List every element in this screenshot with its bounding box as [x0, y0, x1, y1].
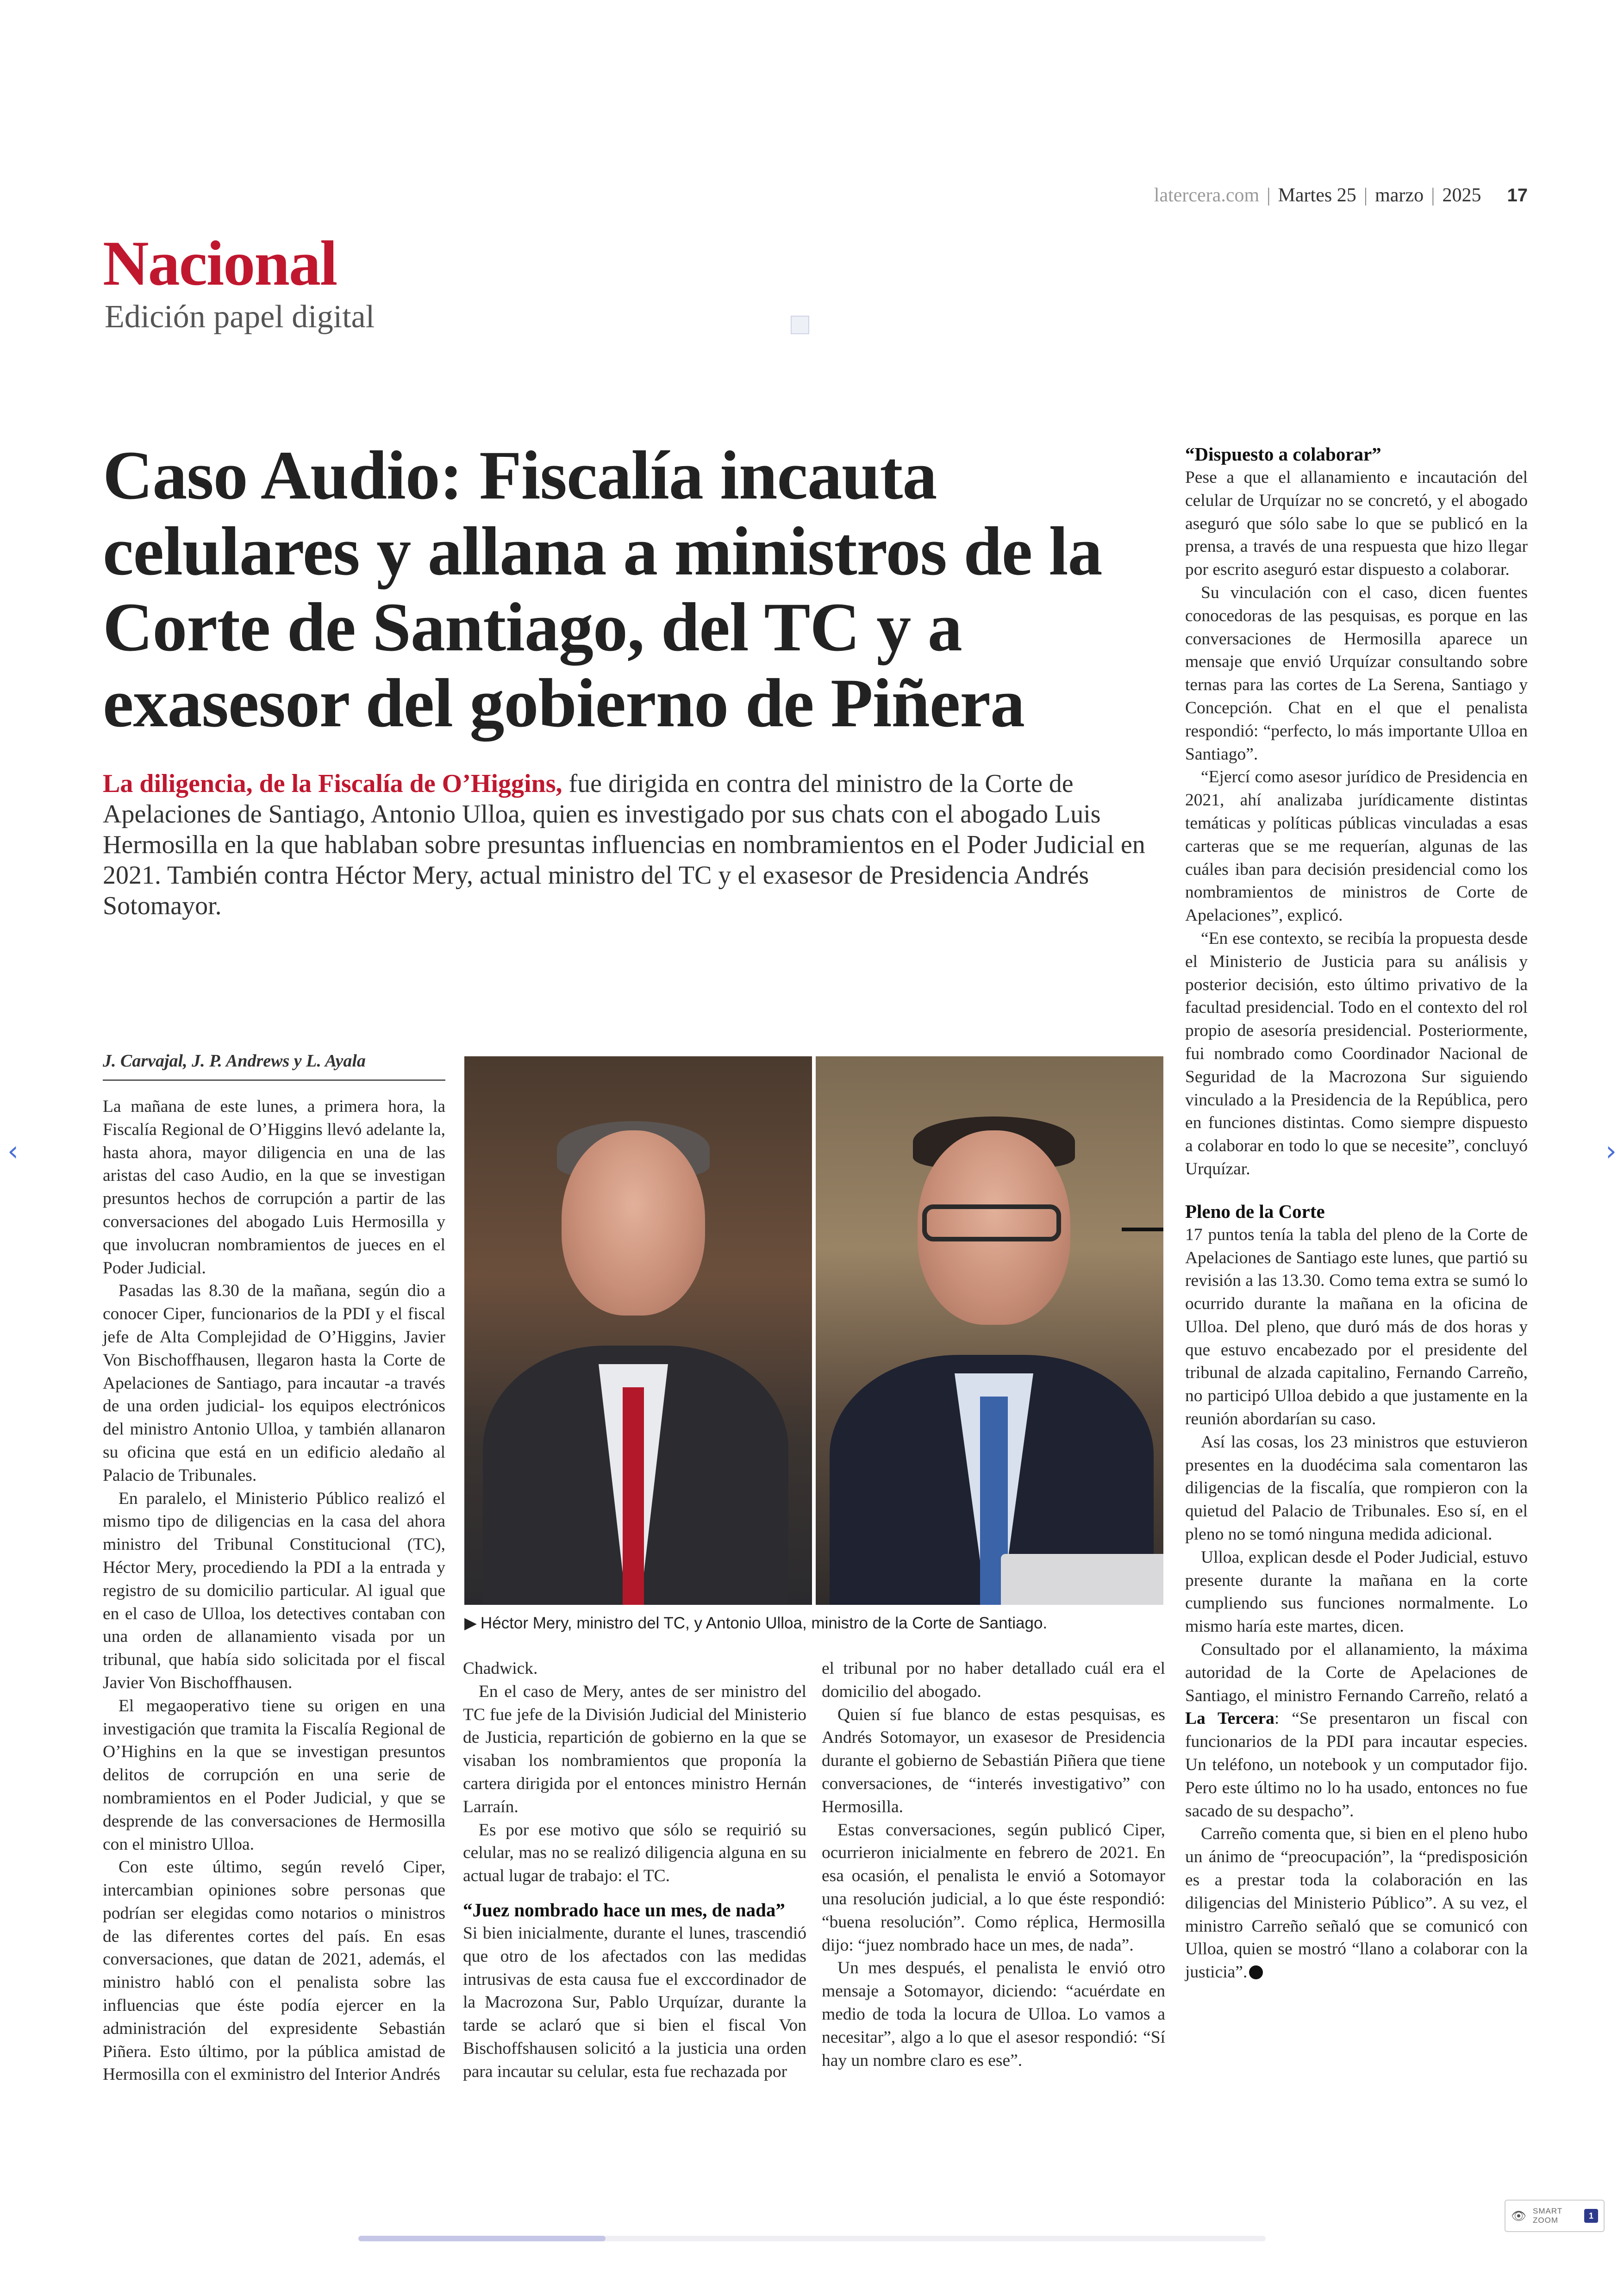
- paragraph: Quien sí fue blanco de estas pesquisas, es Andrés Sotomayor, un exasesor de Presidencia durante el gobierno de Sebastián Piñera que tiene conversaciones, de “interés investigativo” con Hermosilla.: [822, 1705, 1165, 1816]
- newspaper-name: La Tercera: [1185, 1709, 1274, 1728]
- date-day: Martes 25: [1278, 185, 1356, 206]
- subheading: “Dispuesto a colaborar”: [1185, 443, 1381, 465]
- image-placeholder-icon: [791, 316, 809, 334]
- paragraph: Carreño comenta que, si bien en el pleno hubo un ánimo de “preocupación”, la “predisposición es a prestar toda la colaboración en las diligencias del Ministerio Público”. A su vez, el ministro Carreño señaló que se comunicó con Ulloa, quien se mostró “llano a colaborar con la justicia”.: [1185, 1824, 1528, 1982]
- eye-icon: 👁: [1511, 2208, 1527, 2223]
- lead-text: fue dirigida en contra del ministro de la Corte de Apelaciones de Santiago, Antonio Ulloa, quien es investigado por sus chats con el abogado Luis Hermosilla en la que hablaban sobre presuntas influencias en nombramientos en el Poder Judicial en 2021. También contra Héctor Mery, actual ministro del TC y el exasesor de Presidencia Andrés Sotomayor.: [103, 769, 1145, 920]
- photo-caption: [464, 1614, 1163, 1633]
- lead-highlight: La diligencia, de la Fiscalía de O’Higgins,: [103, 769, 562, 798]
- paragraph: “Ejercí como asesor jurídico de Presidencia en 2021, ahí analizaba jurídicamente distintas temáticas y políticas públicas vinculadas a esas carteras que se me requerían, algunas de las cuáles iban para decisión presidencial como los nombramientos de ministros de Corte de Apelaciones”, explicó.: [1185, 767, 1528, 925]
- paragraph: En el caso de Mery, antes de ser ministro del TC fue jefe de la División Judicial del Ministerio de Justicia, repartición de gobierno en la que se visaban los nombramientos que proponía la cartera dirigida por el entonces ministro Hernán Larraín.: [463, 1682, 806, 1816]
- column-2: [463, 1657, 806, 2083]
- paragraph: “En ese contexto, se recibía la propuesta desde el Ministerio de Justicia para su análisis y posterior decisión, esto último privativo de la facultad presidencial. Todo en el contexto del rol propio de asesoría presidencial. Posteriormente, fui nombrado como Coordinador Nacional de Seguridad de la Macrozona Sur siguiendo vinculado a la Presidencia de la República, pero en funciones distintas. Como siempre dispuesto a colaborar en todo lo que se necesite”, concluyó Urquízar.: [1185, 929, 1528, 1179]
- next-page-arrow-icon[interactable]: ›: [1605, 1135, 1617, 1167]
- paragraph: Un mes después, el penalista le envió otro mensaje a Sotomayor, diciendo: “acuérdate en medio de toda la locura de Ulloa. Lo vamos a necesitar”, algo a lo que el asesor respondió: “Sí hay un nombre claro es ese”.: [822, 1958, 1165, 2070]
- paragraph: Estas conversaciones, según publicó Ciper, ocurrieron inicialmente en febrero de 2021. En esa ocasión, el penalista le envió a Sotomayor una resolución judicial, a lo que éste respondió: “buena resolución”. Como réplica, Hermosilla dijo: “juez nombrado hace un mes, de nada”.: [822, 1820, 1165, 1955]
- photo-hector-mery: [464, 1056, 812, 1605]
- paragraph: Pese a que el allanamiento e incautación del celular de Urquízar no se concretó, y el abogado aseguró que sólo sabe lo que se publicó en la prensa, a través de una respuesta que hizo llegar por escrito aseguró estar dispuesto a colaborar.: [1185, 468, 1528, 580]
- paragraph: La mañana de este lunes, a primera hora, la Fiscalía Regional de O’Higgins llevó adelante la, hasta ahora, mayor diligencia en una de las aristas del caso Audio, en la que se investigan presuntos hechos de corrupción a partir de las conversaciones del abogado Luis Hermosilla y que involucran nombramientos de jueces en el Poder Judicial.: [103, 1097, 445, 1278]
- page-number: 17: [1507, 185, 1528, 206]
- photo-antonio-ulloa: [816, 1056, 1163, 1605]
- date-year: 2025: [1442, 185, 1481, 206]
- paragraph: Con este último, según reveló Ciper, intercambian opiniones sobre personas que podrían ser elegidas como notarios o ministros de las diferentes cortes del país. En esas conversaciones, que datan de 2021, además, el ministro habló con el penalista sobre las influencias que éste podía ejercer en la administración del expresidente Sebastián Piñera. Esto último, por la pública amistad de Hermosilla con el exministro del Interior Andrés: [103, 1858, 445, 2084]
- section-subtitle: Edición papel digital: [105, 299, 375, 335]
- site-name: latercera.com: [1154, 185, 1260, 206]
- separator: |: [1267, 185, 1271, 206]
- separator: |: [1431, 185, 1435, 206]
- paragraph: Pasadas las 8.30 de la mañana, según dio a conocer Ciper, funcionarios de la PDI y el fiscal jefe de Alta Complejidad de O’Higgins, Javier Von Bischoffhausen, llegaron hasta la Corte de Apelaciones de Santiago, para incautar -a través de una orden judicial- los equipos electrónicos del ministro Antonio Ulloa, y también allanaron su oficina que está en un edificio aledaño al Palacio de Tribunales.: [103, 1281, 445, 1485]
- subheading: “Juez nombrado hace un mes, de nada”: [463, 1899, 785, 1921]
- date-month: marzo: [1375, 185, 1424, 206]
- paragraph: Si bien inicialmente, durante el lunes, trascendió que otro de los afectados con las medidas intrusivas de esta causa fue el exccordinador de la Macrozona Sur, Pablo Urquízar, durante la tarde se aclaró que si bien el fiscal Von Bischoffshausen solicitó a la justicia una orden para incautar su celular, esta fue rechazada por: [463, 1923, 806, 2081]
- caption-triangle-icon: ▶: [464, 1614, 477, 1632]
- zoom-level-badge: 1: [1584, 2209, 1598, 2223]
- column-4: [1185, 442, 1528, 1984]
- paragraph: Es por ese motivo que sólo se requirió su celular, mas no se realizó diligencia alguna en su actual lugar de trabajo: el TC.: [463, 1820, 806, 1886]
- separator: |: [1363, 185, 1368, 206]
- section-title: Nacional: [103, 228, 337, 299]
- horizontal-scrollbar[interactable]: [358, 2236, 1266, 2241]
- paragraph: El megaoperativo tiene su origen en una investigación que tramita la Fiscalía Regional de O’Highins en la que se investigan presuntos delitos de corrupción en una serie de nombramientos en el Poder Judicial, y que se desprende de las conversaciones de Hermosilla con el ministro Ulloa.: [103, 1696, 445, 1854]
- article-lead: [103, 768, 1168, 921]
- column-1: [103, 1095, 445, 2086]
- byline: J. Carvajal, J. P. Andrews y L. Ayala: [103, 1051, 445, 1081]
- smart-zoom-label: SMART ZOOM: [1533, 2207, 1563, 2225]
- article-photo: [464, 1056, 1163, 1605]
- column-3: [822, 1657, 1165, 2072]
- paragraph: Chadwick.: [463, 1659, 538, 1678]
- paragraph: En paralelo, el Ministerio Público realizó el mismo tipo de diligencias en la casa del ahora ministro del Tribunal Constitucional (TC), Héctor Mery, procediendo la PDI a la entrada y registro de su domicilio particular. Al igual que en el caso de Ulloa, los detectives contaban con una orden de allanamiento visada por un tribunal, que había sido solicitada por el fiscal Javier Von Bischoffhausen.: [103, 1489, 445, 1692]
- end-mark-icon: [1249, 1965, 1263, 1979]
- previous-page-arrow-icon[interactable]: ‹: [7, 1135, 19, 1167]
- paragraph: el tribunal por no haber detallado cuál era el domicilio del abogado.: [822, 1659, 1165, 1701]
- paragraph: Así las cosas, los 23 ministros que estuvieron presentes en la duodécima sala comentaron las diligencias de la fiscalía, que rompieron con la quietud del Palacio de Tribunales. Eso sí, en el pleno no se tomó ninguna medida adicional.: [1185, 1432, 1528, 1544]
- article-headline: Caso Audio: Fiscalía incauta celulares y allana a ministros de la Corte de Santiago, del TC y a exasesor del gobierno de Piñera: [103, 437, 1102, 742]
- scrollbar-thumb[interactable]: [358, 2236, 606, 2241]
- caption-text: Héctor Mery, ministro del TC, y Antonio Ulloa, ministro de la Corte de Santiago.: [480, 1614, 1048, 1632]
- smart-zoom-button[interactable]: [1505, 2200, 1605, 2232]
- paragraph: Ulloa, explican desde el Poder Judicial, estuvo presente durante la mañana en la corte cumpliendo sus funciones normalmente. Lo mismo haría este martes, dicen.: [1185, 1547, 1528, 1636]
- masthead: [1154, 184, 1528, 206]
- paragraph: Su vinculación con el caso, dicen fuentes conocedoras de las pesquisas, es porque en las conversaciones de Hermosilla aparece un mensaje que envió Urquízar consultando sobre ternas para las cortes de La Serena, Santiago y Concepción. Chat en el que el penalista respondió: “perfecto, lo más importante Ulloa en Santiago”.: [1185, 583, 1528, 764]
- subheading: Pleno de la Corte: [1185, 1200, 1325, 1222]
- paragraph: 17 puntos tenía la tabla del pleno de la Corte de Apelaciones de Santiago este lunes, que partió su revisión a las 13.30. Como tema extra se sumó lo ocurrido durante la mañana en la oficina de Ulloa. Del pleno, que duró más de dos horas y que estuvo encabezado por el presidente del tribunal de alzada capitalino, Fernando Carreño, no participó Ulloa debido a que justamente en la reunión abordarían su caso.: [1185, 1225, 1528, 1429]
- paragraph: Consultado por el allanamiento, la máxima autoridad de la Corte de Apelaciones de Santiago, el ministro Fernando Carreño, relató a La Tercera: “Se presentaron un fiscal con funcionarios de la PDI para incautar especies. Un teléfono, un notebook y un computador fijo. Pero este último no lo ha usado, entonces no fue sacado de su despacho”.: [1185, 1640, 1528, 1821]
